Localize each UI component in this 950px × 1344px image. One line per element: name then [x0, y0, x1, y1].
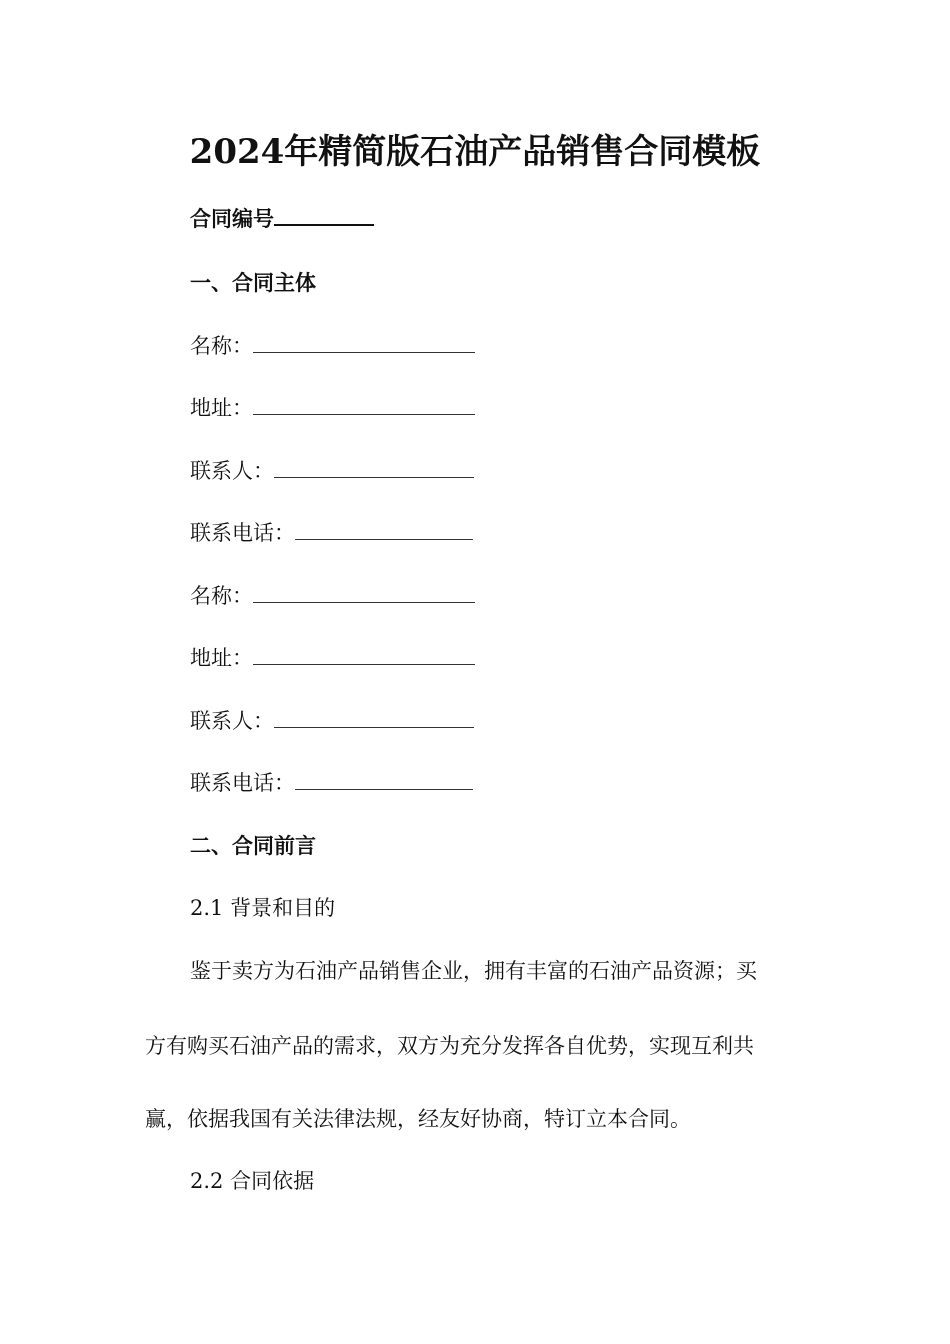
party-b-name-field[interactable]: [253, 584, 475, 603]
document-title: 2024年精简版石油产品销售合同模板: [189, 132, 761, 172]
party-b-contact-line: [190, 706, 474, 736]
section-2-heading: 二、合同前言: [190, 833, 316, 858]
party-a-address-line: [190, 393, 475, 423]
section-1-heading: 一、合同主体: [190, 270, 316, 295]
contract-number-field[interactable]: [274, 204, 374, 226]
party-a-contact-field[interactable]: [274, 459, 474, 478]
party-a-address-field[interactable]: [253, 396, 475, 415]
party-b-name-line: [190, 581, 475, 611]
paragraph-line: 方有购买石油产品的需求，双方为充分发挥各自优势，实现互利共: [145, 1034, 754, 1058]
party-a-name-field[interactable]: [253, 334, 475, 353]
contract-number-label: 合同编号: [190, 206, 274, 231]
party-b-address-field[interactable]: [253, 646, 475, 665]
party-a-phone-line: [190, 518, 473, 548]
party-a-address-label: 地址：: [190, 396, 253, 420]
party-a-phone-field[interactable]: [295, 521, 473, 540]
party-b-address-label: 地址：: [190, 646, 253, 670]
party-b-contact-label: 联系人：: [190, 709, 274, 733]
party-b-phone-field[interactable]: [295, 771, 473, 790]
contract-number-line: [190, 204, 374, 234]
party-b-phone-line: [190, 768, 473, 798]
party-a-contact-label: 联系人：: [190, 459, 274, 483]
party-a-contact-line: [190, 456, 474, 486]
party-a-phone-label: 联系电话：: [190, 521, 295, 545]
subsection-2-1-heading: 2.1 背景和目的: [190, 896, 336, 920]
subsection-2-2-heading: 2.2 合同依据: [190, 1169, 315, 1193]
party-a-name-label: 名称：: [190, 334, 253, 358]
paragraph-line: 赢，依据我国有关法律法规，经友好协商，特订立本合同。: [145, 1107, 691, 1131]
paragraph-line: 鉴于卖方为石油产品销售企业，拥有丰富的石油产品资源；买: [190, 959, 757, 983]
party-b-name-label: 名称：: [190, 584, 253, 608]
party-b-phone-label: 联系电话：: [190, 771, 295, 795]
party-b-contact-field[interactable]: [274, 709, 474, 728]
party-a-name-line: [190, 331, 475, 361]
party-b-address-line: [190, 643, 475, 673]
